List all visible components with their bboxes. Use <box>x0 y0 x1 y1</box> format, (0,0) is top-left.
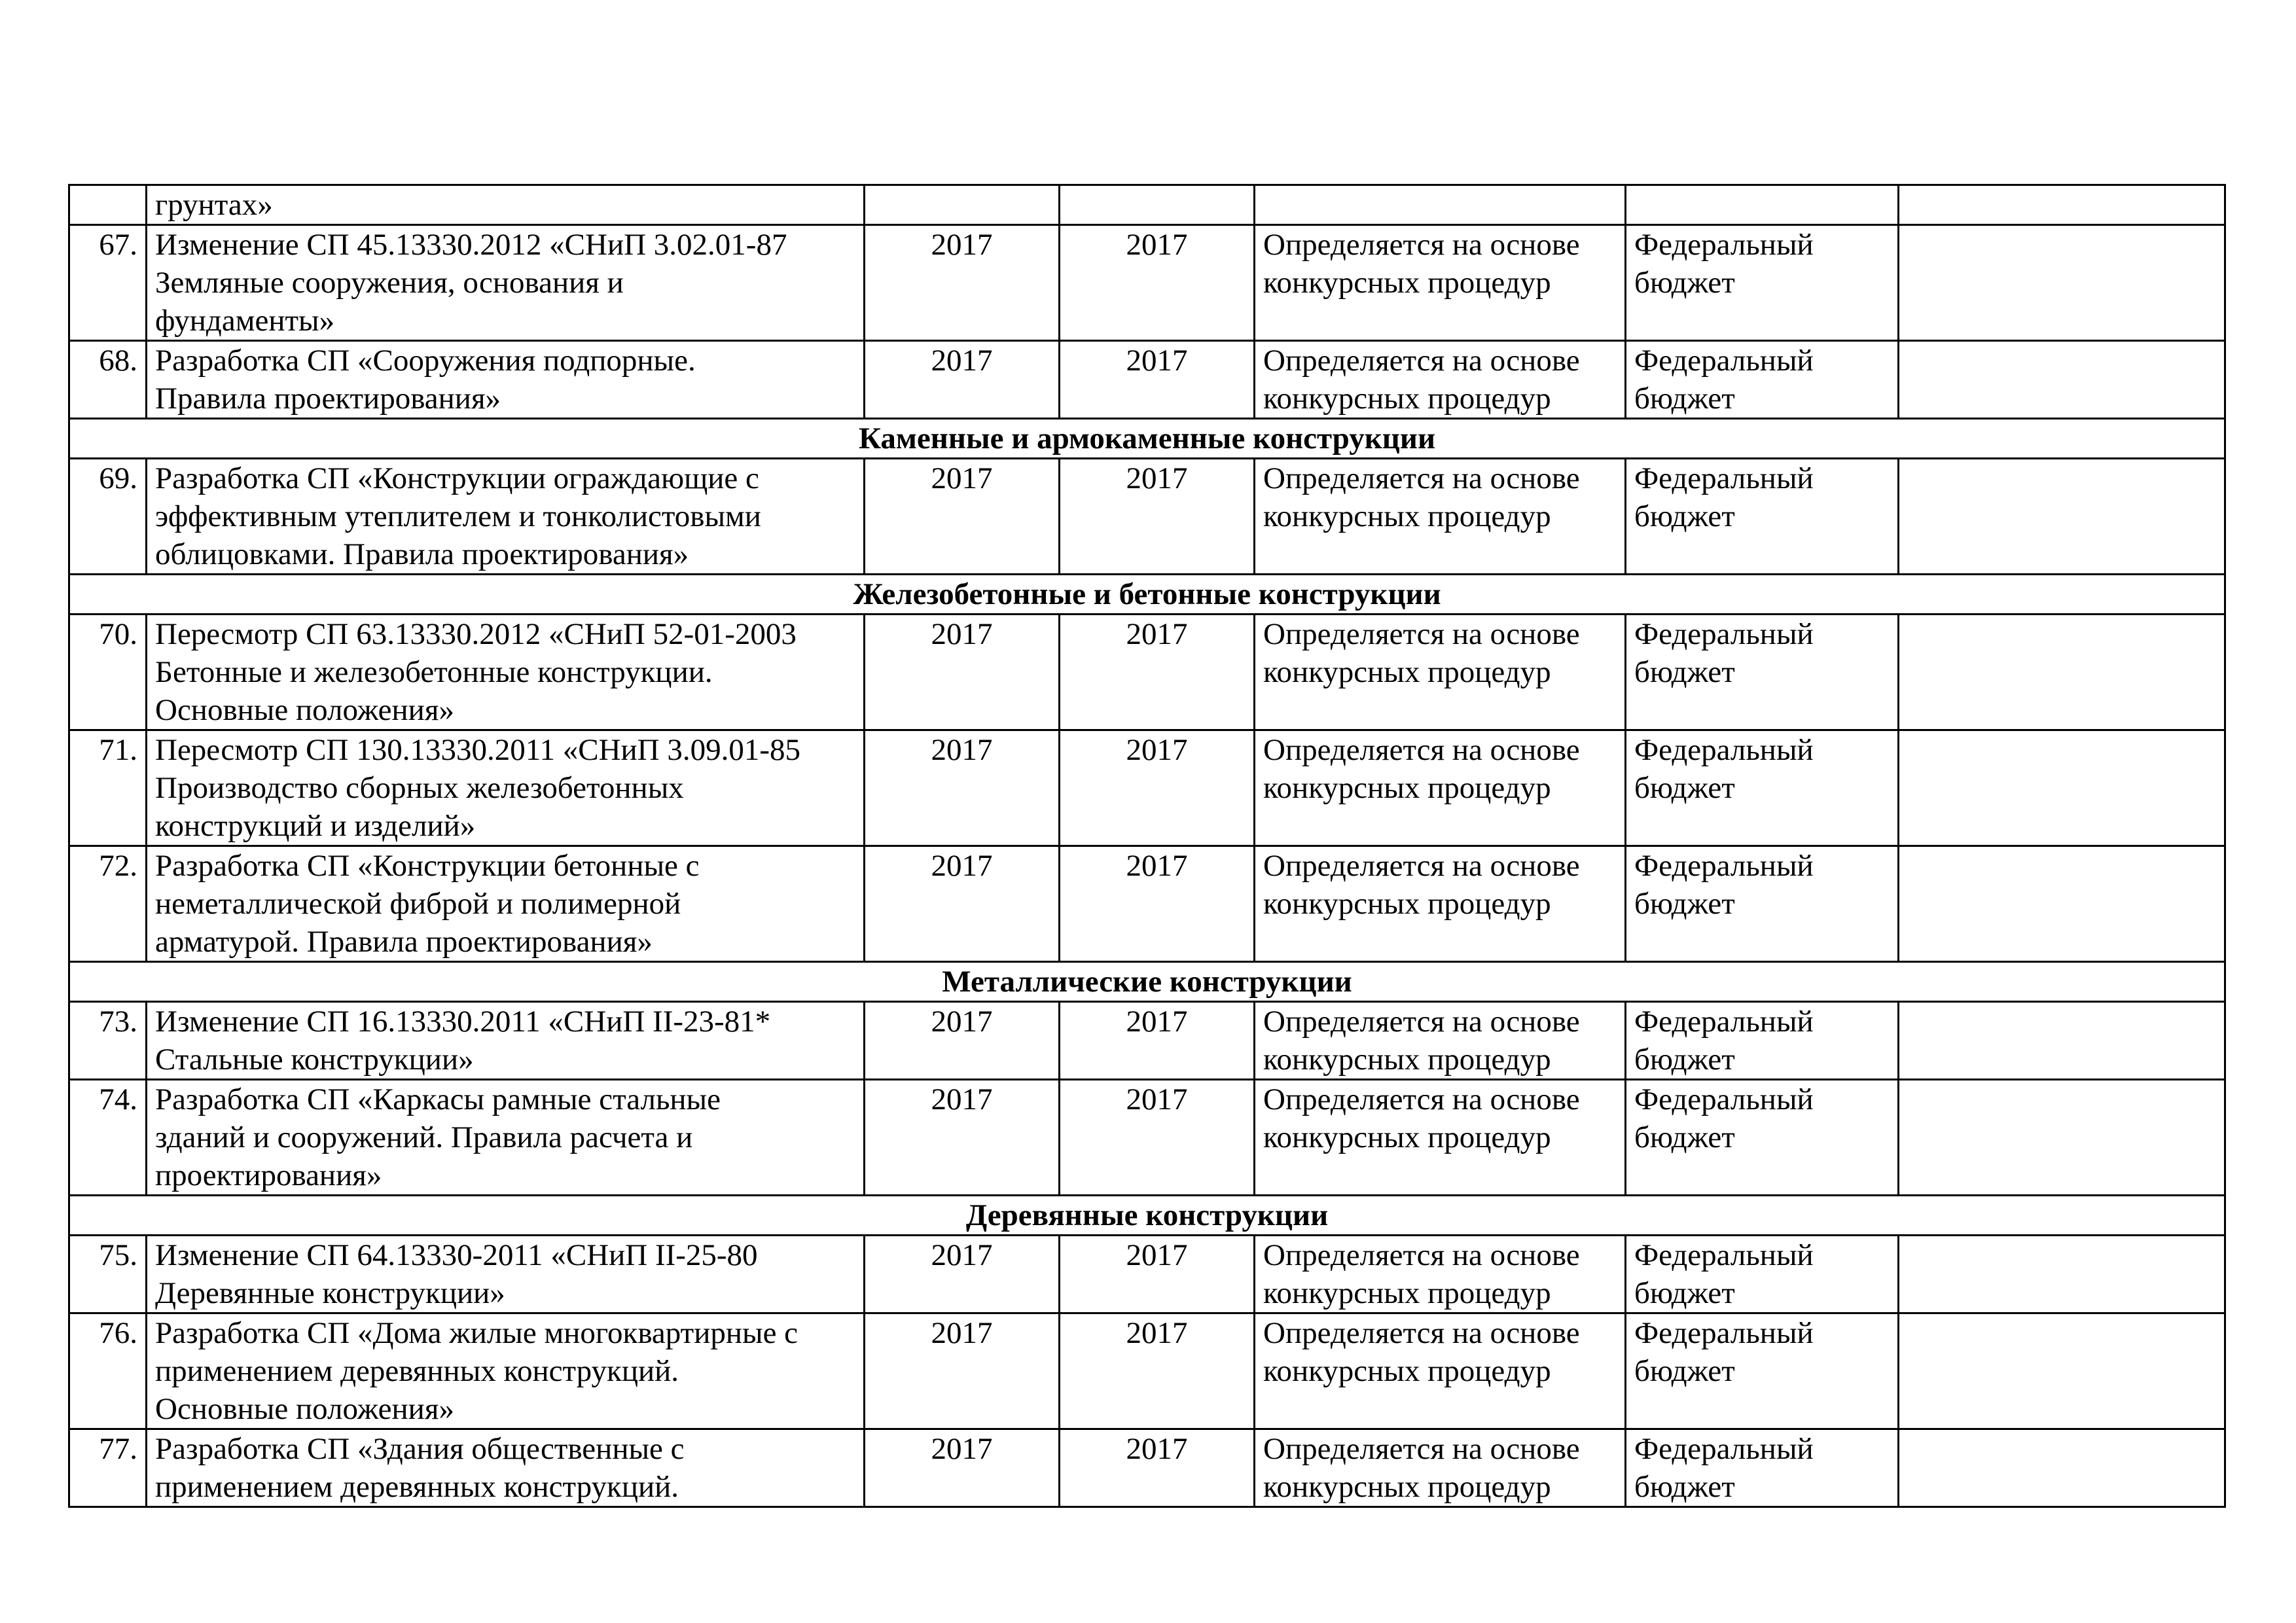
work-name-line: Разработка СП «Каркасы рамные стальные <box>155 1082 721 1116</box>
work-name-line: облицовками. Правила проектирования» <box>155 537 689 571</box>
work-name-line: неметаллической фиброй и полимерной <box>155 887 681 921</box>
funding-source-cell <box>1626 1002 1899 1080</box>
work-name-line: Деревянные конструкции» <box>155 1276 505 1310</box>
funding-source-line: Федеральный <box>1634 617 1814 651</box>
funding-source-line: бюджет <box>1634 655 1735 689</box>
work-name-cell <box>147 1002 865 1080</box>
note-cell <box>1899 1313 2225 1429</box>
end-year-cell: 2017 <box>1060 459 1255 575</box>
executor-cell <box>1255 1236 1626 1313</box>
executor-line: конкурсных процедур <box>1263 1470 1551 1504</box>
start-year-cell: 2017 <box>865 1429 1060 1507</box>
funding-source-cell <box>1626 730 1899 846</box>
work-name-line: Изменение СП 16.13330.2011 «СНиП II-23-81* <box>155 1005 771 1039</box>
funding-source-line: Федеральный <box>1634 228 1814 262</box>
funding-source-line: бюджет <box>1634 1120 1735 1154</box>
work-name-line: Разработка СП «Конструкции бетонные с <box>155 849 700 883</box>
end-year-cell: 2017 <box>1060 341 1255 419</box>
executor-cell <box>1255 225 1626 341</box>
table-row-continuation <box>69 185 2225 225</box>
work-name-line: Разработка СП «Здания общественные с <box>155 1432 685 1466</box>
end-year-cell: 2017 <box>1060 1080 1255 1196</box>
note-cell <box>1899 615 2225 730</box>
end-year-cell: 2017 <box>1060 1313 1255 1429</box>
executor-line: Определяется на основе <box>1263 617 1580 651</box>
funding-source-cell <box>1626 1429 1899 1507</box>
executor-line: Определяется на основе <box>1263 1082 1580 1116</box>
work-name-line: применением деревянных конструкций. <box>155 1470 679 1504</box>
section-header-row <box>69 962 2225 1002</box>
funding-source-line: Федеральный <box>1634 1432 1814 1466</box>
row-number-cell <box>69 185 147 225</box>
executor-line: Определяется на основе <box>1263 1316 1580 1350</box>
executor-cell <box>1255 459 1626 575</box>
work-name-line: Разработка СП «Конструкции ограждающие с <box>155 461 759 495</box>
executor-line: конкурсных процедур <box>1263 1043 1551 1077</box>
executor-line: Определяется на основе <box>1263 1432 1580 1466</box>
note-cell <box>1899 185 2225 225</box>
work-name-line: Изменение СП 64.13330-2011 «СНиП II-25-80 <box>155 1238 758 1272</box>
note-cell <box>1899 1429 2225 1507</box>
section-title: Металлические конструкции <box>69 962 2225 1002</box>
start-year-cell: 2017 <box>865 1236 1060 1313</box>
row-number-cell: 75. <box>69 1236 147 1313</box>
work-name-cell <box>147 846 865 962</box>
note-cell <box>1899 846 2225 962</box>
section-header-row <box>69 575 2225 615</box>
standards-plan-table <box>68 184 2226 1508</box>
work-name-line: применением деревянных конструкций. <box>155 1354 679 1388</box>
executor-cell <box>1255 730 1626 846</box>
work-name-cell <box>147 1429 865 1507</box>
note-cell <box>1899 459 2225 575</box>
note-cell <box>1899 1080 2225 1196</box>
funding-source-line: Федеральный <box>1634 849 1814 883</box>
executor-line: Определяется на основе <box>1263 344 1580 378</box>
executor-cell <box>1255 1313 1626 1429</box>
funding-source-line: бюджет <box>1634 887 1735 921</box>
work-name-line: Разработка СП «Сооружения подпорные. <box>155 344 696 378</box>
table-row <box>69 1236 2225 1313</box>
executor-line: конкурсных процедур <box>1263 1120 1551 1154</box>
funding-source-cell <box>1626 846 1899 962</box>
work-name-cell <box>147 615 865 730</box>
funding-source-cell <box>1626 1080 1899 1196</box>
work-name-cell <box>147 459 865 575</box>
work-name-cell <box>147 1080 865 1196</box>
funding-source-cell <box>1626 459 1899 575</box>
section-title: Каменные и армокаменные конструкции <box>69 419 2225 459</box>
section-title: Железобетонные и бетонные конструкции <box>69 575 2225 615</box>
table-row <box>69 1429 2225 1507</box>
row-number-cell: 77. <box>69 1429 147 1507</box>
work-name-cell <box>147 225 865 341</box>
table-row <box>69 730 2225 846</box>
row-number-cell: 68. <box>69 341 147 419</box>
funding-source-cell <box>1626 341 1899 419</box>
executor-line: конкурсных процедур <box>1263 266 1551 300</box>
funding-source-line: бюджет <box>1634 771 1735 805</box>
start-year-cell: 2017 <box>865 459 1060 575</box>
end-year-cell: 2017 <box>1060 1429 1255 1507</box>
table-row <box>69 1002 2225 1080</box>
note-cell <box>1899 730 2225 846</box>
table-row <box>69 1313 2225 1429</box>
funding-source-cell <box>1626 185 1899 225</box>
end-year-cell: 2017 <box>1060 730 1255 846</box>
work-name-line: проектирования» <box>155 1158 382 1192</box>
row-number-cell: 71. <box>69 730 147 846</box>
executor-line: конкурсных процедур <box>1263 1276 1551 1310</box>
end-year-cell: 2017 <box>1060 1002 1255 1080</box>
end-year-cell: 2017 <box>1060 1236 1255 1313</box>
executor-cell <box>1255 1002 1626 1080</box>
start-year-cell: 2017 <box>865 1080 1060 1196</box>
start-year-cell: 2017 <box>865 341 1060 419</box>
funding-source-line: бюджет <box>1634 499 1735 533</box>
table-row <box>69 225 2225 341</box>
row-number-cell: 73. <box>69 1002 147 1080</box>
executor-line: Определяется на основе <box>1263 733 1580 767</box>
table-row <box>69 1080 2225 1196</box>
end-year-cell: 2017 <box>1060 846 1255 962</box>
work-name-line: фундаменты» <box>155 304 335 338</box>
table-row <box>69 615 2225 730</box>
work-name-cell <box>147 1236 865 1313</box>
end-year-cell: 2017 <box>1060 225 1255 341</box>
work-name-line: Правила проектирования» <box>155 382 501 416</box>
work-name-line: грунтах» <box>155 188 273 222</box>
start-year-cell: 2017 <box>865 846 1060 962</box>
funding-source-line: бюджет <box>1634 1276 1735 1310</box>
funding-source-line: Федеральный <box>1634 344 1814 378</box>
funding-source-cell <box>1626 615 1899 730</box>
funding-source-line: Федеральный <box>1634 1238 1814 1272</box>
funding-source-line: бюджет <box>1634 1043 1735 1077</box>
work-name-line: Основные положения» <box>155 1392 454 1426</box>
start-year-cell: 2017 <box>865 1313 1060 1429</box>
executor-line: конкурсных процедур <box>1263 887 1551 921</box>
end-year-cell: 2017 <box>1060 615 1255 730</box>
executor-line: конкурсных процедур <box>1263 499 1551 533</box>
work-name-line: Пересмотр СП 130.13330.2011 «СНиП 3.09.01-85 <box>155 733 801 767</box>
row-number-cell: 72. <box>69 846 147 962</box>
start-year-cell: 2017 <box>865 225 1060 341</box>
funding-source-line: бюджет <box>1634 266 1735 300</box>
executor-line: Определяется на основе <box>1263 1238 1580 1272</box>
work-name-cell <box>147 185 865 225</box>
funding-source-cell <box>1626 225 1899 341</box>
table-row <box>69 341 2225 419</box>
section-header-row <box>69 419 2225 459</box>
row-number-cell: 76. <box>69 1313 147 1429</box>
work-name-cell <box>147 730 865 846</box>
funding-source-line: бюджет <box>1634 382 1735 416</box>
funding-source-line: бюджет <box>1634 1354 1735 1388</box>
work-name-line: эффективным утеплителем и тонколистовыми <box>155 499 761 533</box>
executor-cell <box>1255 1429 1626 1507</box>
work-name-cell <box>147 1313 865 1429</box>
executor-cell <box>1255 341 1626 419</box>
funding-source-cell <box>1626 1313 1899 1429</box>
start-year-cell: 2017 <box>865 730 1060 846</box>
row-number-cell: 70. <box>69 615 147 730</box>
executor-cell <box>1255 615 1626 730</box>
table-row <box>69 459 2225 575</box>
work-name-line: Стальные конструкции» <box>155 1043 474 1077</box>
row-number-cell: 67. <box>69 225 147 341</box>
executor-line: Определяется на основе <box>1263 849 1580 883</box>
work-name-line: Разработка СП «Дома жилые многоквартирные с <box>155 1316 798 1350</box>
executor-line: Определяется на основе <box>1263 1005 1580 1039</box>
executor-line: конкурсных процедур <box>1263 1354 1551 1388</box>
executor-line: конкурсных процедур <box>1263 382 1551 416</box>
note-cell <box>1899 225 2225 341</box>
funding-source-line: бюджет <box>1634 1470 1735 1504</box>
funding-source-line: Федеральный <box>1634 1082 1814 1116</box>
work-name-line: Основные положения» <box>155 693 454 727</box>
work-name-line: Бетонные и железобетонные конструкции. <box>155 655 713 689</box>
note-cell <box>1899 341 2225 419</box>
funding-source-line: Федеральный <box>1634 1005 1814 1039</box>
work-name-line: конструкций и изделий» <box>155 809 476 843</box>
executor-line: конкурсных процедур <box>1263 771 1551 805</box>
row-number-cell: 69. <box>69 459 147 575</box>
executor-cell <box>1255 185 1626 225</box>
work-name-line: Изменение СП 45.13330.2012 «СНиП 3.02.01-87 <box>155 228 787 262</box>
funding-source-cell <box>1626 1236 1899 1313</box>
funding-source-line: Федеральный <box>1634 1316 1814 1350</box>
funding-source-line: Федеральный <box>1634 461 1814 495</box>
end-year-cell <box>1060 185 1255 225</box>
note-cell <box>1899 1002 2225 1080</box>
executor-cell <box>1255 846 1626 962</box>
work-name-cell <box>147 341 865 419</box>
executor-line: Определяется на основе <box>1263 461 1580 495</box>
funding-source-line: Федеральный <box>1634 733 1814 767</box>
work-name-line: Производство сборных железобетонных <box>155 771 684 805</box>
table-row <box>69 846 2225 962</box>
work-name-line: арматурой. Правила проектирования» <box>155 925 653 959</box>
executor-line: Определяется на основе <box>1263 228 1580 262</box>
work-name-line: Пересмотр СП 63.13330.2012 «СНиП 52-01-2003 <box>155 617 797 651</box>
start-year-cell: 2017 <box>865 1002 1060 1080</box>
start-year-cell: 2017 <box>865 615 1060 730</box>
start-year-cell <box>865 185 1060 225</box>
work-name-line: зданий и сооружений. Правила расчета и <box>155 1120 693 1154</box>
row-number-cell: 74. <box>69 1080 147 1196</box>
table-body <box>69 185 2225 1507</box>
section-header-row <box>69 1196 2225 1236</box>
note-cell <box>1899 1236 2225 1313</box>
executor-line: конкурсных процедур <box>1263 655 1551 689</box>
executor-cell <box>1255 1080 1626 1196</box>
work-name-line: Земляные сооружения, основания и <box>155 266 624 300</box>
section-title: Деревянные конструкции <box>69 1196 2225 1236</box>
